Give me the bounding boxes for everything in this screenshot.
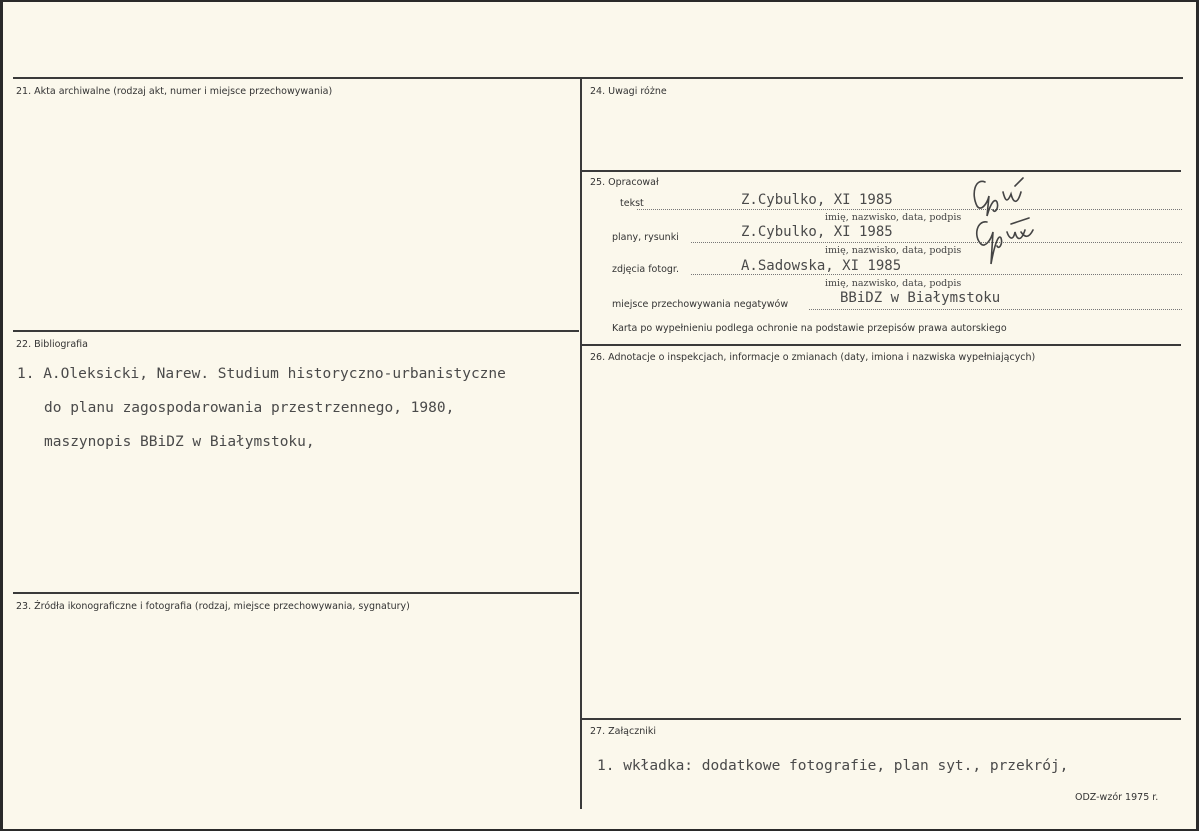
section-27-label: 27. Załączniki [590,726,656,737]
bibliography-line-3: maszynopis BBiDZ w Białymstoku, [44,434,315,450]
rule-24-25 [581,170,1181,172]
column-divider [580,77,582,809]
copyright-note: Karta po wypełnieniu podlega ochronie na podstawie przepisów prawa autorskiego [612,323,1007,334]
signature [967,172,1047,272]
photos-label: zdjęcia fotogr. [612,264,679,275]
negatives-line [809,309,1182,310]
section-23-label: 23. Źródła ikonograficzne i fotografia (rodzaj, miejsce przechowywania, sygnatury) [16,601,410,612]
bibliography-line-2: do planu zagospodarowania przestrzennego, 1980, [44,400,455,416]
section-21-label: 21. Akta archiwalne (rodzaj akt, numer i miejsce przechowywania) [16,86,333,97]
section-24-label: 24. Uwagi różne [590,86,667,97]
attachment-entry: 1. wkładka: dodatkowe fotografie, plan syt., przekrój, [597,758,1069,774]
author-text-value: Z.Cybulko, XI 1985 [741,192,893,208]
section-25-label: 25. Opracował [590,177,659,188]
plans-label: plany, rysunki [612,232,679,243]
rule-25-26 [581,344,1181,346]
author-text-line [637,209,1182,210]
bibliography-line-1: 1. A.Oleksicki, Narew. Studium historyczno-urbanistyczne [17,366,506,382]
rule-26-27 [581,718,1181,720]
plans-value: Z.Cybulko, XI 1985 [741,224,893,240]
section-26-label: 26. Adnotacje o inspekcjach, informacje o zmianach (daty, imiona i nazwiska wypełniających) [590,352,1036,363]
negatives-value: BBiDZ w Białymstoku [840,290,1001,306]
plans-caption: imię, nazwisko, data, podpis [825,245,962,256]
inventory-card [3,2,1196,829]
negatives-label: miejsce przechowywania negatywów [612,299,789,310]
photos-line [691,274,1182,275]
form-id: ODZ-wzór 1975 r. [1075,792,1159,803]
section-22-label: 22. Bibliografia [16,339,88,350]
rule-22-23 [13,592,579,594]
author-text-caption: imię, nazwisko, data, podpis [825,212,962,223]
top-rule [13,77,1183,79]
photos-value: A.Sadowska, XI 1985 [741,258,902,274]
author-text-label: tekst [620,198,644,209]
plans-line [691,242,1182,243]
photos-caption: imię, nazwisko, data, podpis [825,278,962,289]
rule-21-22 [13,330,579,332]
